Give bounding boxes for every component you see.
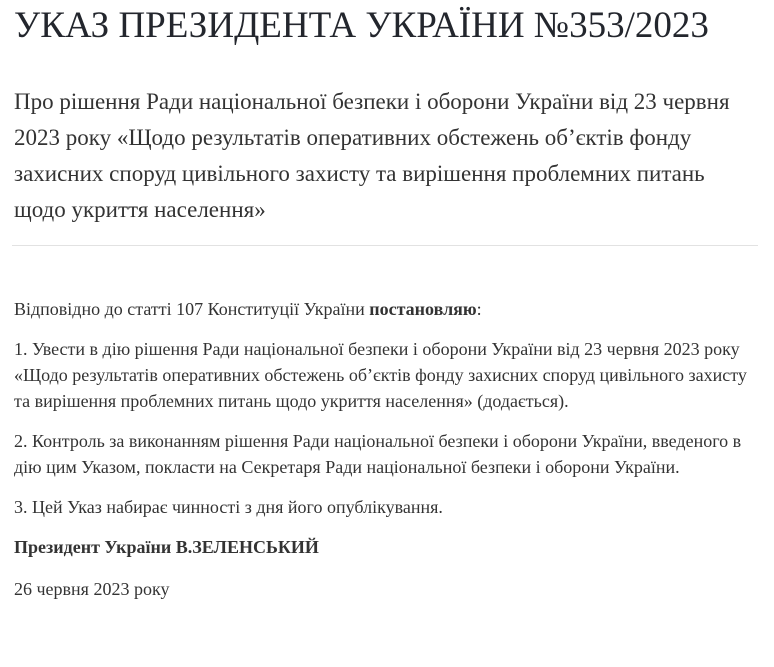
intro-bold-word: постановляю (369, 299, 477, 319)
decree-title: УКАЗ ПРЕЗИДЕНТА УКРАЇНИ №353/2023 (14, 5, 709, 46)
intro-text: Відповідно до статті 107 Конституції України (14, 299, 370, 319)
intro-colon: : (476, 299, 482, 319)
section-divider (12, 245, 758, 246)
decree-paragraph-3: 3. Цей Указ набирає чинності з дня його опублікування. (14, 497, 443, 517)
signature-line: Президент України В.ЗЕЛЕНСЬКИЙ (14, 537, 319, 557)
date-line: 26 червня 2023 року (14, 579, 170, 599)
decree-paragraph-1: 1. Увести в дію рішення Ради національної безпеки і оборони України від 23 червня 2023 року «Щодо результатів оперативних обстежень об’єктів фонду захисних споруд цивільного захисту та вирішення проблемних питань щодо укриття населення» (додається). (14, 339, 747, 411)
decree-paragraph-2: 2. Контроль за виконанням рішення Ради національної безпеки і оборони України, введеного в дію цим Указом, покласти на Секретаря Ради національної безпеки і оборони України. (14, 431, 742, 477)
decree-subtitle: Про рішення Ради національної безпеки і оборони України від 23 червня 2023 року «Щодо результатів оперативних обстежень об’єктів фонду захисних споруд цивільного захисту та вирішення проблемних питань щодо укриття населення» (14, 89, 730, 222)
intro-paragraph (14, 296, 756, 322)
